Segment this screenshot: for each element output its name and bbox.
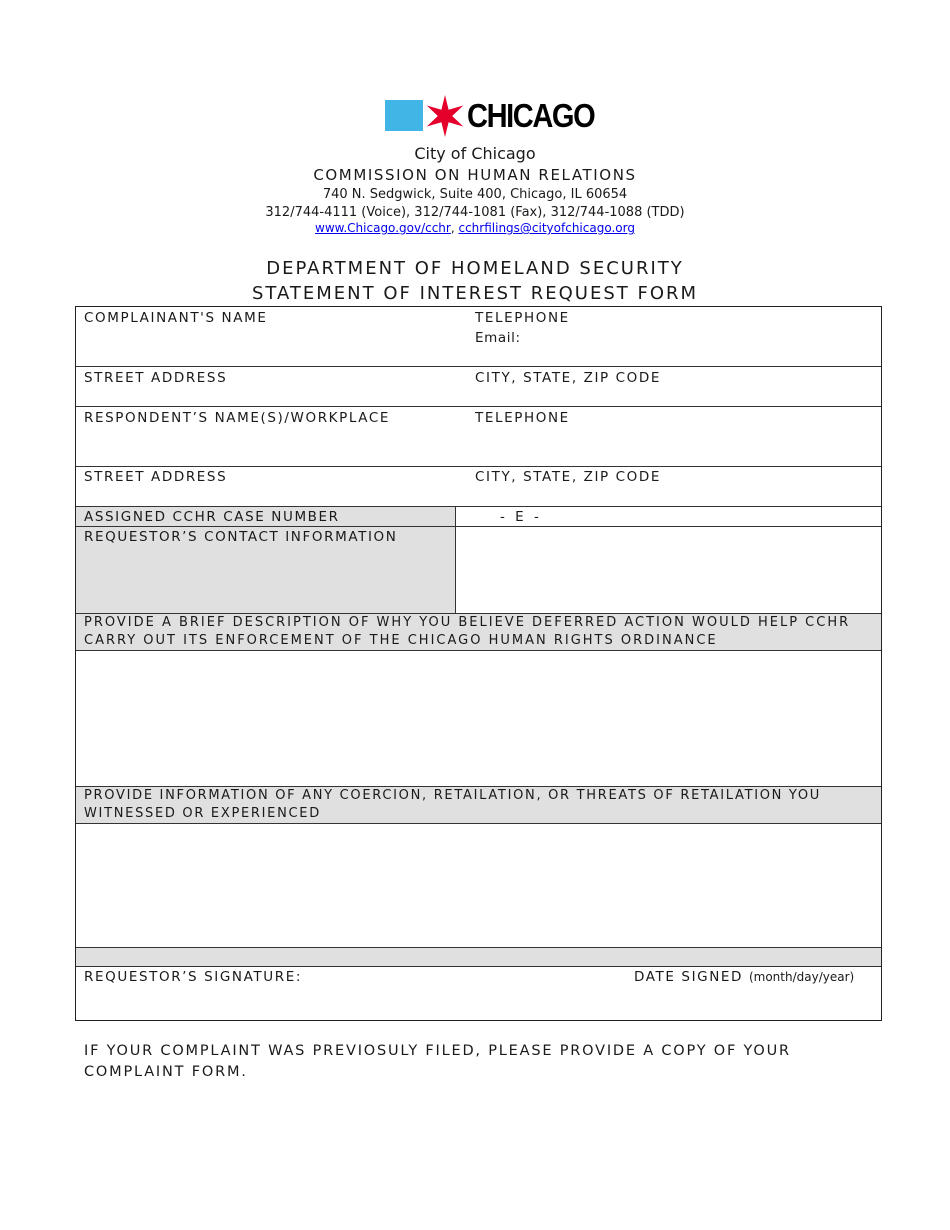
logo-blue-square [385,100,423,131]
case-number-label: ASSIGNED CCHR CASE NUMBER [84,509,340,525]
deferred-action-response-area[interactable] [76,651,881,785]
complainant-city-state-zip-label: CITY, STATE, ZIP CODE [475,370,662,386]
case-number-value[interactable]: - E - [500,509,542,525]
signature-area[interactable] [76,987,881,1021]
date-signed-label: DATE SIGNED [634,969,744,985]
respondent-street-address-label: STREET ADDRESS [84,469,228,485]
six-pointed-star-icon [423,94,467,138]
coercion-response-area[interactable] [76,824,881,946]
logo-wordmark: CHICAGO [467,97,595,134]
contact-links [0,221,950,235]
commission-address: 740 N. Sedgwick, Suite 400, Chicago, IL 60654 [322,187,628,202]
respondent-city-state-zip-label: CITY, STATE, ZIP CODE [475,469,662,485]
date-signed-group [634,969,854,985]
form-title-department: DEPARTMENT OF HOMELAND SECURITY [266,258,684,279]
city-name: City of Chicago [414,144,536,163]
link-separator: , [450,221,459,235]
respondent-telephone-label: TELEPHONE [475,410,570,426]
email-link[interactable]: cchrfilings@cityofchicago.org [458,221,635,235]
signature-label: REQUESTOR’S SIGNATURE: [84,969,303,985]
deferred-action-prompt: PROVIDE A BRIEF DESCRIPTION OF WHY YOU BELIEVE DEFERRED ACTION WOULD HELP CCHR CARRY OUT ITS ENFORCEMENT OF THE CHICAGO HUMAN RIGHTS ORDINANCE [84,615,851,648]
website-link[interactable]: www.Chicago.gov/cchr [315,221,451,235]
form-title-statement: STATEMENT OF INTEREST REQUEST FORM [251,283,699,304]
requestor-contact-label: REQUESTOR’S CONTACT INFORMATION [84,529,398,545]
chicago-logo [385,94,595,138]
complainant-street-address-label: STREET ADDRESS [84,370,228,386]
complainant-email-label: Email: [475,330,521,346]
coercion-prompt: PROVIDE INFORMATION OF ANY COERCION, RETAILATION, OR THREATS OF RETAILATION YOU WITNESSED OR EXPERIENCED [84,788,822,821]
commission-phones: 312/744-4111 (Voice), 312/744-1081 (Fax), 312/744-1088 (TDD) [265,205,685,220]
date-format-hint: (month/day/year) [748,970,855,984]
commission-name: COMMISSION ON HUMAN RELATIONS [313,166,637,184]
request-form [75,306,882,1021]
previously-filed-note: IF YOUR COMPLAINT WAS PREVIOSULY FILED, PLEASE PROVIDE A COPY OF YOUR COMPLAINT FORM. [84,1043,791,1081]
complainant-telephone-label: TELEPHONE [475,310,570,326]
respondent-name-label: RESPONDENT’S NAME(S)/WORKPLACE [84,410,391,426]
separator-shade [76,947,881,966]
complainant-name-label: COMPLAINANT'S NAME [84,310,268,326]
